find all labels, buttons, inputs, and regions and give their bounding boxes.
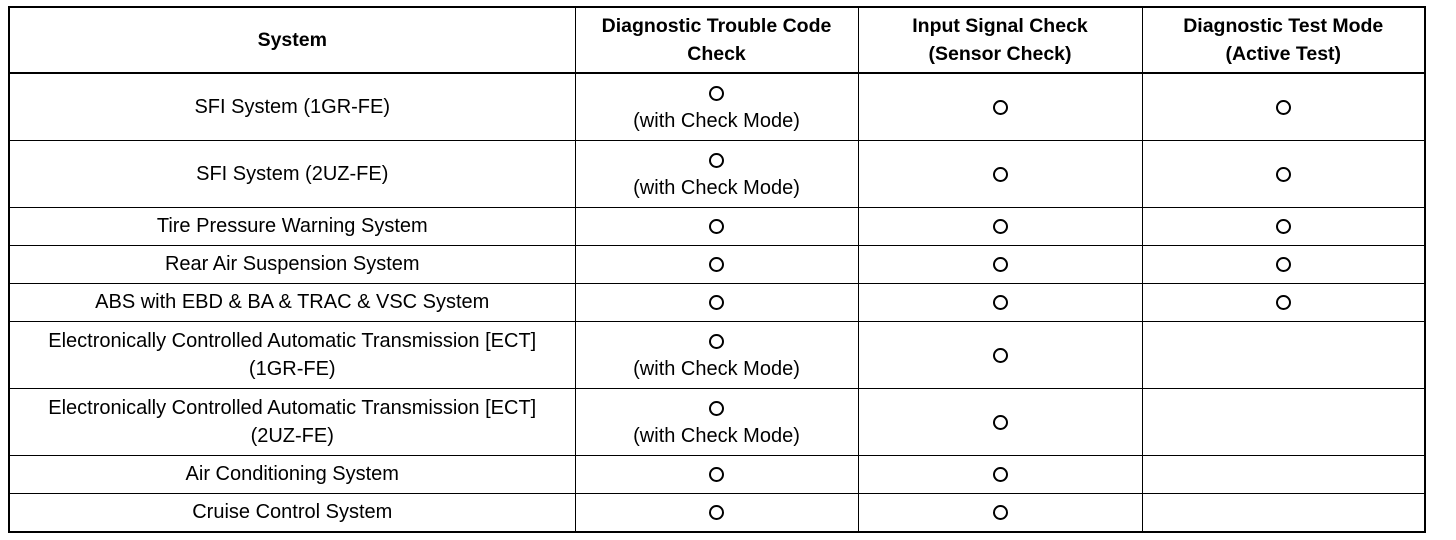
input-signal-cell [858,283,1142,321]
circle-icon [1276,257,1291,272]
check-mode-note: (with Check Mode) [633,357,800,380]
header-row [9,7,1425,73]
system-cell [9,245,575,283]
table-row [9,73,1425,140]
header-active-line1: Diagnostic Test Mode [1183,15,1384,37]
table-row [9,207,1425,245]
circle-icon [709,86,724,101]
header-system [9,7,575,73]
system-name-line: (1GR-FE) [248,357,336,380]
dtc-check-cell [575,493,858,532]
system-name-line: Air Conditioning System [185,463,399,485]
table-row [9,388,1425,455]
system-name-line: Electronically Controlled Automatic Transmission [ECT] [48,396,537,419]
dtc-check-cell [575,283,858,321]
table-row [9,455,1425,493]
supported-mark-wrap [865,498,1136,526]
supported-mark-wrap [865,288,1136,316]
input-signal-cell [858,245,1142,283]
circle-icon [993,100,1008,115]
system-name-line: Rear Air Suspension System [164,253,420,275]
system-cell [9,207,575,245]
circle-icon [709,467,724,482]
supported-mark-wrap [1149,160,1419,188]
table-body [9,73,1425,532]
dtc-check-cell [575,455,858,493]
active-test-cell [1142,388,1425,455]
supported-mark-wrap [865,341,1136,369]
header-dtc-line2: Check [687,43,746,65]
system-cell [9,388,575,455]
dtc-check-cell [575,140,858,207]
supported-mark-wrap [865,408,1136,436]
input-signal-cell [858,140,1142,207]
circle-icon [709,153,724,168]
circle-icon [993,257,1008,272]
header-dtc-check [575,7,858,73]
active-test-cell [1142,73,1425,140]
system-name-line: Electronically Controlled Automatic Transmission [ECT] [48,329,537,352]
supported-mark-wrap [865,250,1136,278]
circle-icon [709,334,724,349]
circle-icon [1276,100,1291,115]
table-row [9,493,1425,532]
system-cell [9,140,575,207]
supported-mark-wrap [582,212,852,240]
header-input-signal-check [858,7,1142,73]
system-cell [9,455,575,493]
circle-icon [993,295,1008,310]
circle-icon [993,348,1008,363]
supported-mark-wrap [582,460,852,488]
supported-mark-wrap [1149,93,1419,121]
circle-icon [709,219,724,234]
circle-icon [1276,295,1291,310]
supported-mark-wrap [865,93,1136,121]
system-name-line: SFI System (2UZ-FE) [196,162,389,185]
input-signal-cell [858,321,1142,388]
dtc-check-cell [575,245,858,283]
circle-icon [709,257,724,272]
circle-icon [993,167,1008,182]
active-test-cell [1142,321,1425,388]
supported-mark-wrap [582,146,852,174]
circle-icon [709,505,724,520]
dtc-check-cell [575,73,858,140]
circle-icon [993,415,1008,430]
system-cell [9,283,575,321]
circle-icon [709,401,724,416]
active-test-cell [1142,283,1425,321]
supported-mark-wrap [582,250,852,278]
input-signal-cell [858,207,1142,245]
supported-mark-wrap [1149,288,1419,316]
active-test-cell [1142,493,1425,532]
circle-icon [1276,167,1291,182]
system-name-line: (2UZ-FE) [250,424,334,447]
check-mode-note: (with Check Mode) [633,176,800,199]
input-signal-cell [858,493,1142,532]
supported-mark-wrap [582,288,852,316]
system-cell [9,73,575,140]
system-name-line: SFI System (1GR-FE) [194,95,391,118]
header-active-test [1142,7,1425,73]
supported-mark-wrap [582,327,852,355]
system-name-line: ABS with EBD & BA & TRAC & VSC System [95,291,490,313]
circle-icon [993,467,1008,482]
header-system-line1: System [257,29,327,51]
dtc-check-cell [575,321,858,388]
check-mode-note: (with Check Mode) [633,109,800,132]
supported-mark-wrap [1149,212,1419,240]
header-active-line2: (Active Test) [1225,43,1342,65]
supported-mark-wrap [1149,250,1419,278]
header-input-line1: Input Signal Check [912,15,1088,37]
system-name-line: Cruise Control System [192,501,393,524]
table-row [9,283,1425,321]
supported-mark-wrap [582,394,852,422]
circle-icon [993,505,1008,520]
active-test-cell [1142,245,1425,283]
header-input-line2: (Sensor Check) [928,43,1072,65]
supported-mark-wrap [865,460,1136,488]
supported-mark-wrap [865,160,1136,188]
circle-icon [993,219,1008,234]
circle-icon [709,295,724,310]
system-name-line: Tire Pressure Warning System [156,215,428,237]
input-signal-cell [858,388,1142,455]
supported-mark-wrap [582,79,852,107]
active-test-cell [1142,455,1425,493]
circle-icon [1276,219,1291,234]
check-mode-note: (with Check Mode) [633,424,800,447]
table-row [9,140,1425,207]
system-cell [9,493,575,532]
input-signal-cell [858,455,1142,493]
dtc-check-cell [575,388,858,455]
dtc-check-cell [575,207,858,245]
header-dtc-line1: Diagnostic Trouble Code [601,15,832,37]
system-cell [9,321,575,388]
active-test-cell [1142,140,1425,207]
diagnostic-function-table [8,6,1426,533]
active-test-cell [1142,207,1425,245]
table-row [9,321,1425,388]
supported-mark-wrap [865,212,1136,240]
table-row [9,245,1425,283]
supported-mark-wrap [582,498,852,526]
input-signal-cell [858,73,1142,140]
